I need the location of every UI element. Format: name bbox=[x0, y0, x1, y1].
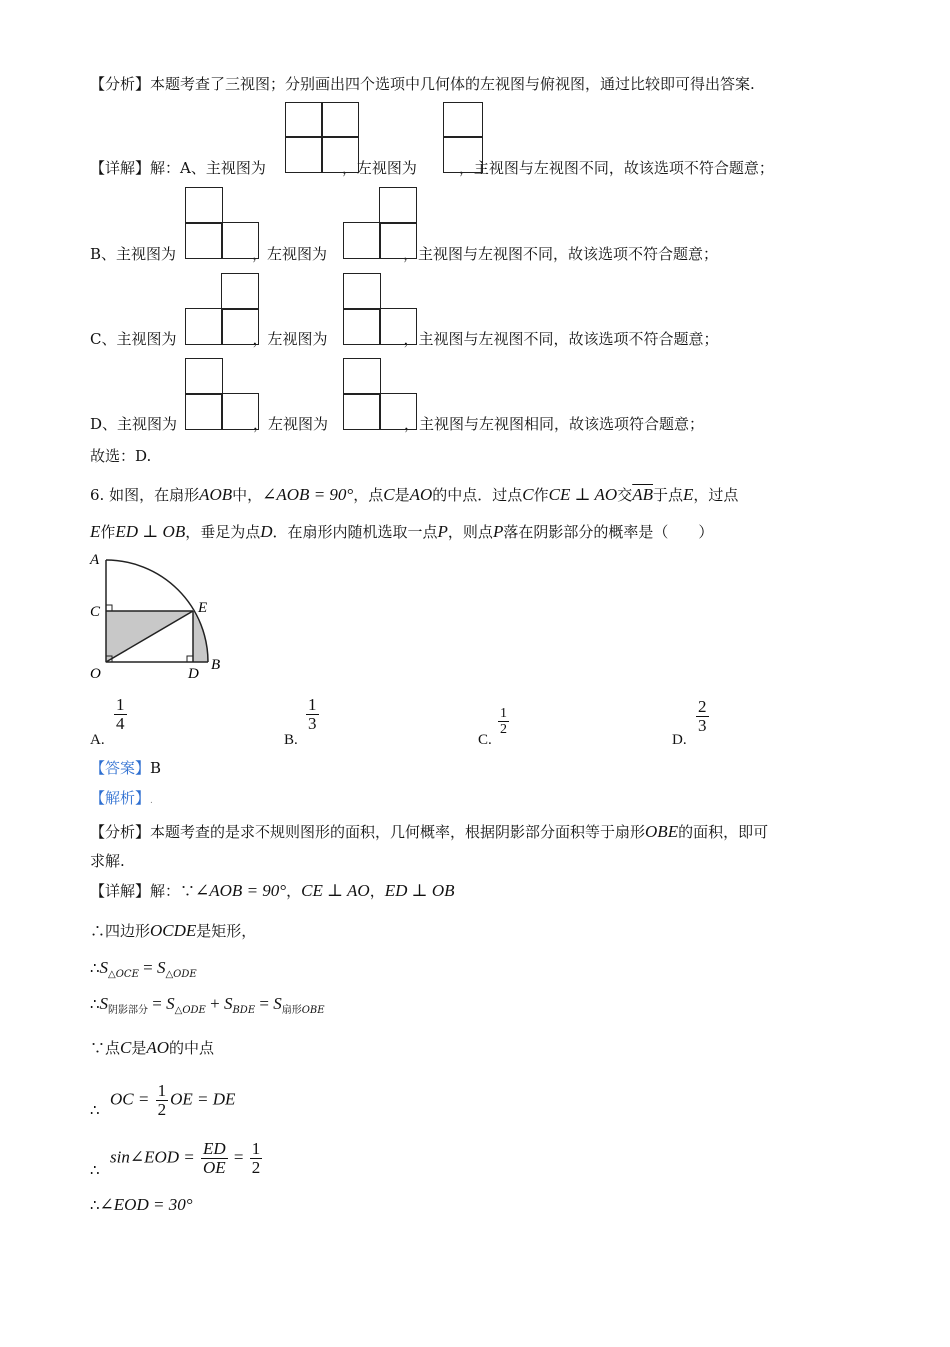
label-b: B bbox=[211, 657, 221, 673]
label-d: D bbox=[188, 666, 199, 682]
analysis-6-line-1 bbox=[90, 822, 768, 842]
s6-right: OE = DE bbox=[170, 1089, 236, 1109]
q6-t1: 中， bbox=[232, 486, 263, 504]
num: 1 bbox=[116, 695, 125, 714]
q6-e2: E bbox=[90, 522, 101, 541]
q6-aob: AOB bbox=[199, 485, 233, 504]
label-e: E bbox=[198, 600, 208, 616]
num: 1 bbox=[308, 695, 317, 714]
detail-6-line-1 bbox=[90, 881, 455, 901]
q6-t13: 落在阴影部分的概率是（ ） bbox=[503, 523, 714, 541]
s2-prefix: ∴四边形 bbox=[90, 922, 151, 940]
s1-math3: ED ⊥ OB bbox=[384, 881, 455, 900]
question-6-line-2 bbox=[90, 522, 713, 542]
analysis-6-obe: OBE bbox=[645, 822, 679, 841]
sector-figure bbox=[86, 550, 236, 685]
answer-line bbox=[90, 758, 161, 778]
q6-t9: 作 bbox=[100, 523, 116, 541]
s5-ao: AO bbox=[146, 1038, 170, 1057]
choice-5: 故选：D. bbox=[90, 447, 152, 465]
detail-tag: 【详解】 bbox=[90, 159, 151, 177]
s6-fraction bbox=[156, 1082, 169, 1119]
option-b-label: B. bbox=[284, 732, 298, 748]
s4-sub4: OBE bbox=[301, 1005, 325, 1016]
s6-prefix: ∴ bbox=[90, 1101, 100, 1119]
detail-6-tag: 【详解】 bbox=[90, 882, 151, 900]
line-c-prefix: C、主视图为 bbox=[90, 330, 177, 348]
option-c[interactable] bbox=[478, 696, 507, 748]
den: 2 bbox=[500, 722, 507, 737]
num: 1 bbox=[500, 706, 507, 721]
q6-ao: AO bbox=[409, 485, 433, 504]
q6-t7: 于点 bbox=[653, 486, 684, 504]
analysis-6-line-2: 求解. bbox=[90, 852, 125, 870]
s7-eq: = bbox=[229, 1147, 248, 1167]
s4-eq1: = bbox=[148, 994, 167, 1013]
option-a-label: A. bbox=[90, 732, 105, 748]
detail-6-line-5 bbox=[90, 1038, 214, 1058]
s4-prefix: ∴ bbox=[90, 995, 100, 1013]
analysis-6-text1: 本题考查的是求不规则图形的面积，几何概率，根据阴影部分面积等于扇形 bbox=[150, 823, 646, 841]
q6-t3: 是 bbox=[394, 486, 410, 504]
label-a: A bbox=[90, 552, 100, 568]
s3-eq: = bbox=[138, 958, 157, 977]
den: 3 bbox=[308, 714, 317, 733]
s4-s4: S bbox=[273, 994, 282, 1013]
q6-t4: 的中点．过点 bbox=[432, 486, 523, 504]
s1-prefix: 解：∵ bbox=[150, 882, 196, 900]
s1-math1: ∠AOB = 90° bbox=[195, 881, 287, 900]
line-a-suffix: ，主视图与左视图不同，故该选项不符合题意； bbox=[458, 159, 774, 177]
q6-angle: ∠AOB = 90° bbox=[262, 485, 354, 504]
s3-s1: S bbox=[99, 958, 109, 977]
question-6-line-1 bbox=[90, 485, 738, 505]
num: 1 bbox=[157, 1081, 167, 1100]
line-d-mid: ，左视图为 bbox=[253, 415, 329, 433]
line-b-prefix: B、主视图为 bbox=[90, 245, 177, 263]
s4-sub4cn: 扇形 bbox=[281, 1005, 302, 1016]
q6-t2: ，点 bbox=[353, 486, 384, 504]
q6-arc: $\overline{AB}$ bbox=[632, 485, 654, 504]
detail-6-line-8 bbox=[90, 1195, 193, 1215]
jiexi-line bbox=[90, 788, 153, 811]
label-o: O bbox=[90, 666, 101, 682]
option-c-fraction bbox=[498, 706, 509, 737]
s4-sub1: 阴影部分 bbox=[108, 1005, 149, 1016]
option-d[interactable] bbox=[672, 696, 707, 748]
s8-prefix: ∴ bbox=[90, 1196, 100, 1214]
s4-s1: S bbox=[99, 994, 109, 1013]
q6-t6: 交 bbox=[617, 486, 633, 504]
analysis-text: 本题考查了三视图；分别画出四个选项中几何体的左视图与俯视图，通过比较即可得出答案. bbox=[150, 75, 755, 93]
s2-suffix: 是矩形， bbox=[196, 922, 257, 940]
label-c: C bbox=[90, 604, 101, 620]
den: 3 bbox=[698, 716, 707, 735]
s7-fraction-2 bbox=[250, 1140, 263, 1177]
s5-prefix: ∵点 bbox=[90, 1039, 121, 1057]
option-d-fraction bbox=[696, 698, 709, 735]
q6-t5: 作 bbox=[533, 486, 549, 504]
den: 2 bbox=[157, 1100, 167, 1119]
s4-sub2: △ODE bbox=[174, 1005, 206, 1016]
option-b-fraction bbox=[306, 696, 319, 733]
den: OE bbox=[203, 1158, 226, 1177]
s5-suffix: 的中点 bbox=[169, 1039, 215, 1057]
q6-t8: ，过点 bbox=[693, 486, 739, 504]
q6-number: 6. 如图，在扇形 bbox=[90, 486, 200, 504]
q6-ed: ED ⊥ OB bbox=[115, 522, 186, 541]
s6-expression bbox=[110, 1082, 235, 1119]
q6-e: E bbox=[683, 485, 694, 504]
s2-math: OCDE bbox=[150, 921, 197, 940]
q6-t10: ，垂足为点 bbox=[185, 523, 261, 541]
s4-sub3: BDE bbox=[232, 1005, 256, 1016]
s7-prefix: ∴ bbox=[90, 1161, 100, 1179]
option-a-fraction bbox=[114, 696, 127, 733]
s5-mid: 是 bbox=[131, 1039, 147, 1057]
line-b-mid: ，左视图为 bbox=[252, 245, 328, 263]
detail-6-line-2 bbox=[90, 921, 256, 941]
option-b[interactable] bbox=[284, 695, 317, 748]
shaded-region-bde bbox=[193, 611, 208, 662]
s1-sep1: ， bbox=[286, 882, 302, 900]
detail-5-line-a bbox=[90, 158, 774, 178]
s3-s2: S bbox=[156, 958, 166, 977]
s4-eq2: = bbox=[255, 994, 274, 1013]
s3-sub2: △ODE bbox=[165, 969, 197, 980]
jiexi-tag: 【解析】 bbox=[90, 789, 151, 807]
q6-c2: C bbox=[522, 485, 534, 504]
analysis-tag: 【分析】 bbox=[90, 75, 151, 93]
analysis-6-tag: 【分析】 bbox=[90, 823, 151, 841]
s4-s2: S bbox=[166, 994, 175, 1013]
detail-6-line-3 bbox=[90, 958, 197, 985]
line-c-mid: ，左视图为 bbox=[252, 330, 328, 348]
s7-fraction-1 bbox=[201, 1140, 228, 1177]
line-a-mid: ，左视图为 bbox=[341, 159, 417, 177]
s3-prefix: ∴ bbox=[90, 959, 100, 977]
q6-t12: ，则点 bbox=[447, 523, 493, 541]
den: 4 bbox=[116, 714, 125, 733]
answer-tag: 【答案】 bbox=[90, 759, 151, 777]
line-a-prefix: 解：A、主视图为 bbox=[150, 159, 266, 177]
s7-expression bbox=[110, 1140, 264, 1177]
analysis-6-text2: 的面积，即可 bbox=[678, 823, 769, 841]
line-c-suffix: ，主视图与左视图不同，故该选项不符合题意； bbox=[403, 330, 719, 348]
s8-math: ∠EOD = 30° bbox=[99, 1195, 193, 1214]
s1-sep2: ， bbox=[369, 882, 385, 900]
q6-ce: CE ⊥ AO bbox=[548, 485, 618, 504]
num: 2 bbox=[698, 697, 707, 716]
s6-left: OC = bbox=[110, 1089, 154, 1109]
s4-s3: S bbox=[223, 994, 233, 1013]
s1-math2: CE ⊥ AO bbox=[301, 881, 370, 900]
s5-c: C bbox=[120, 1038, 132, 1057]
option-a[interactable] bbox=[90, 695, 125, 748]
option-c-label: C. bbox=[478, 732, 492, 748]
answer-value: B bbox=[150, 759, 162, 777]
q6-p: P bbox=[437, 522, 448, 541]
line-d-suffix: ，主视图与左视图相同，故该选项符合题意； bbox=[404, 415, 705, 433]
num: 1 bbox=[251, 1139, 261, 1158]
q6-t11: ．在扇形内随机选取一点 bbox=[272, 523, 438, 541]
s4-plus: + bbox=[205, 994, 224, 1013]
q6-d: D bbox=[260, 522, 273, 541]
line-d-prefix: D、主视图为 bbox=[90, 415, 178, 433]
line-b-suffix: ，主视图与左视图不同，故该选项不符合题意； bbox=[403, 245, 719, 263]
jiexi-value: . bbox=[150, 796, 153, 806]
analysis-5 bbox=[90, 74, 755, 94]
detail-6-line-4 bbox=[90, 994, 325, 1021]
num: ED bbox=[203, 1139, 226, 1158]
den: 2 bbox=[251, 1158, 261, 1177]
s7-left: sin∠EOD = bbox=[110, 1147, 199, 1167]
s3-sub1: △OCE bbox=[108, 969, 139, 980]
q6-p2: P bbox=[492, 522, 504, 541]
option-d-label: D. bbox=[672, 732, 687, 748]
q6-c: C bbox=[383, 485, 395, 504]
